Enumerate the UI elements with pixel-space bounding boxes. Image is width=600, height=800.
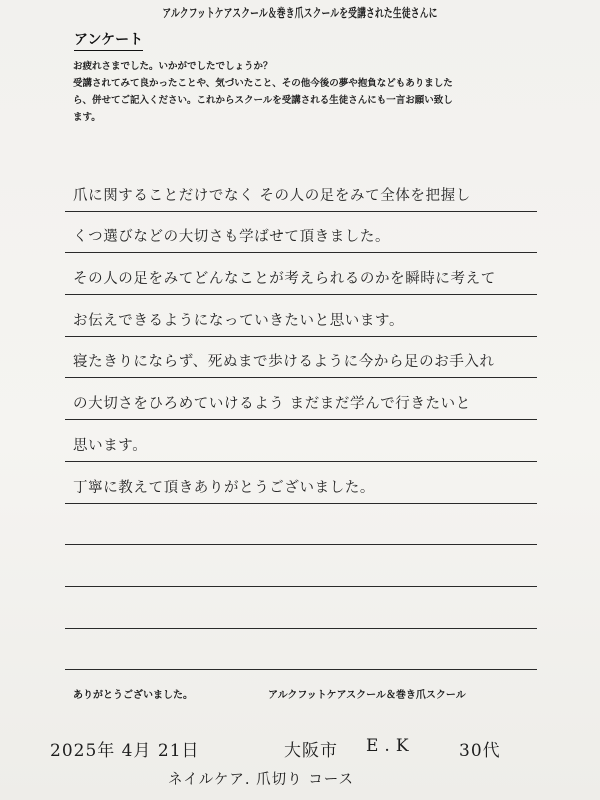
answer-line bbox=[65, 253, 537, 295]
document-title: アルクフットケアスクール＆巻き爪スクールを受講された生徒さんに bbox=[162, 6, 438, 20]
handwritten-text: の大切さをひろめていけるよう まだまだ学んで行きたいと bbox=[73, 396, 471, 413]
answer-line bbox=[65, 629, 537, 671]
handwritten-answer-area bbox=[65, 170, 537, 670]
signature-date: 2025年 4月 21日 bbox=[50, 741, 200, 761]
answer-line bbox=[65, 212, 537, 254]
answer-line bbox=[65, 378, 537, 420]
instructions-text bbox=[73, 58, 543, 126]
handwritten-text: 爪に関することだけでなく その人の足をみて全体を把握し bbox=[73, 187, 471, 204]
handwritten-text: お伝えできるようになっていきたいと思います。 bbox=[73, 312, 405, 329]
handwritten-text: 丁寧に教えて頂きありがとうございました。 bbox=[73, 479, 375, 496]
course-name: ネイルケア. 爪切り コース bbox=[168, 772, 355, 788]
answer-line bbox=[65, 504, 537, 546]
footer-school-name: アルクフットケアスクール＆巻き爪スクール bbox=[268, 690, 466, 701]
instruction-line: 受講されてみて良かったことや、気づいたこと、その他今後の夢や抱負などもありました bbox=[73, 78, 453, 89]
signature-row bbox=[46, 736, 566, 766]
instruction-line: ら、併せてご記入ください。これからスクールを受講される生徒さんにも一言お願い致し bbox=[73, 95, 453, 106]
answer-line bbox=[65, 587, 537, 629]
signature-initials: E.K bbox=[366, 736, 415, 756]
instruction-line: ます。 bbox=[73, 112, 101, 123]
answer-line bbox=[65, 545, 537, 587]
answer-line bbox=[65, 462, 537, 504]
section-heading: アンケート bbox=[74, 32, 143, 51]
signature-city: 大阪市 bbox=[284, 741, 338, 761]
answer-line bbox=[65, 170, 537, 212]
handwritten-text: くつ選びなどの大切さも学ばせて頂きました。 bbox=[73, 229, 391, 246]
handwritten-text: 思います。 bbox=[73, 437, 148, 454]
handwritten-text: 寝たきりにならず、死ぬまで歩けるように今から足のお手入れ bbox=[73, 354, 495, 371]
signature-age: 30代 bbox=[459, 741, 501, 761]
answer-line bbox=[65, 337, 537, 379]
footer-thanks: ありがとうございました。 bbox=[73, 690, 193, 701]
answer-line bbox=[65, 420, 537, 462]
handwritten-text: その人の足をみてどんなことが考えられるのかを瞬時に考えて bbox=[73, 271, 496, 288]
instruction-line: お疲れさまでした。いかがでしたでしょうか？ bbox=[73, 61, 273, 72]
answer-line bbox=[65, 295, 537, 337]
